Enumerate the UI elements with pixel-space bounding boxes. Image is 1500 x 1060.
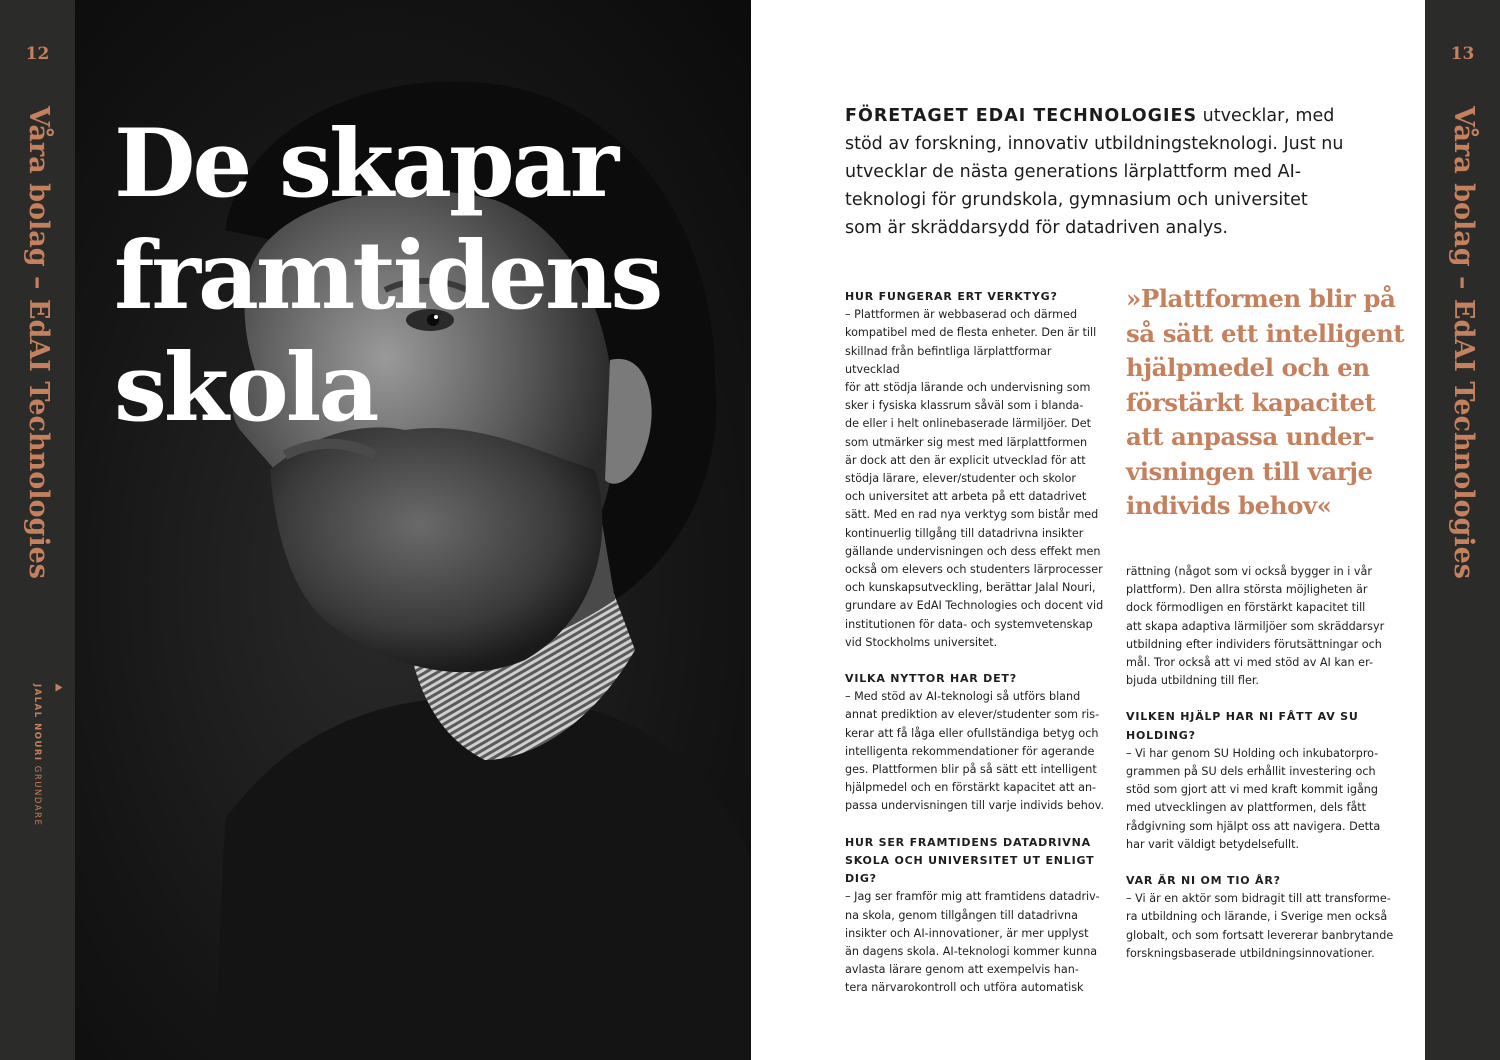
page-number-left: 12: [25, 44, 50, 64]
answer-line: bjuda utbildning till fler.: [1126, 674, 1259, 688]
intro-lead: FÖRETAGET EDAI TECHNOLOGIES: [845, 106, 1198, 126]
answer-line: plattform). Den allra största möjligheten är: [1126, 583, 1368, 597]
answer-line: och universitet att arbeta på ett datadrivet: [845, 490, 1087, 504]
answer-line: globalt, och som fortsatt levererar banbrytande: [1126, 928, 1394, 942]
answer-line: dock förmodligen en förstärkt kapacitet till: [1126, 601, 1366, 615]
answer-line: sätt. Med en rad nya verktyg som bistår med: [845, 508, 1099, 522]
answer-line: stödja lärare, elever/studenter och skolor: [845, 472, 1076, 486]
intro-paragraph: [845, 102, 1345, 242]
answer-line: kontinuerlig tillgång till datadrivna insikter: [845, 526, 1084, 540]
pull-quote-line: så sätt ett intelligent: [1126, 318, 1405, 348]
answer-line: att skapa adaptiva lärmiljöer som skräddarsyr: [1126, 619, 1385, 633]
pull-quote-line: hjälpmedel och en: [1126, 353, 1370, 382]
headline-line-2: framtidens: [114, 221, 661, 331]
pull-quote: [1126, 282, 1406, 524]
headline-line-1: De skapar: [114, 109, 617, 219]
interview-question: VILKEN HJÄLP HAR NI FÅTT AV SU HOLDING?: [1126, 710, 1359, 742]
paragraph-gap: [1126, 690, 1398, 708]
answer-line: insikter och AI-innovationer, är mer upplyst: [845, 926, 1089, 940]
paragraph-gap: [845, 652, 1107, 670]
article-column-2: [1126, 563, 1398, 963]
answer-line: intelligenta rekommendationer för agerande: [845, 744, 1095, 758]
answer-line: vid Stockholms universitet.: [845, 635, 998, 649]
answer-line: utbildning efter individers förutsättningar och: [1126, 637, 1382, 651]
answer-line: sker i fysiska klassrum såväl som i blanda-: [845, 399, 1084, 413]
answer-line: forskningsbaserade utbildningsinnovationer.: [1126, 946, 1375, 960]
interview-question: VAR ÄR NI OM TIO ÅR?: [1126, 874, 1281, 888]
answer-line: – Jag ser framför mig att framtidens datadriv-: [845, 890, 1100, 904]
intro-body: utvecklar, med stöd av forskning, innovativ utbildningsteknologi. Just nu utvecklar de nästa generations lärplattform med AI-teknologi för grundskola, gymnasium och universitet som är skräddarsydd för datadriven analys.: [845, 106, 1344, 238]
answer-line: gällande undervisningen och dess effekt men: [845, 544, 1101, 558]
answer-line: ges. Plattformen blir på så sätt ett intelligent: [845, 763, 1097, 777]
answer-line: – Med stöd av AI-teknologi så utförs bland: [845, 690, 1081, 704]
answer-line: rättning (något som vi också bygger in i vår: [1126, 565, 1372, 578]
answer-line: na skola, genom tillgången till datadrivna: [845, 908, 1078, 922]
pull-quote-line: »Plattformen blir på: [1126, 284, 1396, 313]
pull-quote-line: förstärkt kapacitet: [1126, 387, 1376, 417]
answer-line: för att stödja lärande och undervisning som: [845, 381, 1091, 395]
answer-line: som utmärker sig mest med lärplattformen: [845, 435, 1088, 449]
answer-line: med utvecklingen av plattformen, dels fått: [1126, 801, 1367, 815]
answer-line: kompatibel med de flesta enheter. Den är till: [845, 326, 1097, 340]
vertical-section-title-right: Våra bolag – EdAI Technologies: [1448, 106, 1479, 580]
answer-line: rådgivning som hjälpt oss att navigera. Detta: [1126, 819, 1381, 833]
pull-quote-line: visningen till varje: [1126, 456, 1373, 486]
answer-line: grundare av EdAI Technologies och docent vid: [845, 599, 1104, 613]
answer-line: stöd som gjort att vi med kraft kommit igång: [1126, 783, 1378, 797]
answer-line: annat prediktion av elever/studenter som ris-: [845, 708, 1100, 722]
answer-line: har varit väldigt betydelsefullt.: [1126, 837, 1300, 851]
answer-line: institutionen för data- och systemvetenskap: [845, 617, 1093, 631]
headline: [114, 108, 734, 444]
answer-line: – Plattformen är webbaserad och därmed: [845, 308, 1078, 322]
answer-line: tera närvarokontroll och utföra automatisk: [845, 981, 1084, 995]
answer-line: avlasta lärare genom att exempelvis han-: [845, 963, 1079, 977]
photo-caption: [30, 684, 44, 884]
caption-name: JALAL NOURI: [32, 684, 42, 762]
answer-line: passa undervisningen till varje individs behov.: [845, 799, 1105, 813]
answer-line: hjälpmedel och en förstärkt kapacitet att an-: [845, 781, 1097, 795]
answer-line: – Vi är en aktör som bidragit till att transforme-: [1126, 892, 1391, 906]
article-column-1: [845, 288, 1107, 998]
headline-line-3: skola: [114, 333, 377, 443]
pull-quote-line: individs behov«: [1126, 491, 1332, 520]
answer-line: ra utbildning och lärande, i Sverige men också: [1126, 910, 1388, 924]
interview-question: VILKA NYTTOR HAR DET?: [845, 672, 1017, 686]
vertical-section-title-left: Våra bolag – EdAI Technologies: [23, 106, 54, 580]
answer-line: är dock att den är explicit utvecklad för att: [845, 453, 1086, 467]
answer-line: kerar att få låga eller ofullständiga betyg och: [845, 726, 1099, 740]
answer-line: grammen på SU dels erhållit investering och: [1126, 765, 1376, 779]
paragraph-gap: [845, 816, 1107, 834]
answer-line: skillnad från befintliga lärplattformar utvecklad: [845, 344, 1052, 376]
answer-line: också om elevers och studenters lärprocesser: [845, 563, 1103, 577]
answer-line: och kunskapsutveckling, berättar Jalal Nouri,: [845, 581, 1096, 595]
pull-quote-line: att anpassa under-: [1126, 422, 1375, 451]
answer-line: de eller i helt onlinebaserade lärmiljöer. Det: [845, 417, 1092, 431]
caption-role: GRUNDARE: [32, 765, 42, 827]
answer-line: – Vi har genom SU Holding och inkubatorpro-: [1126, 746, 1379, 760]
caption-arrow-icon: [56, 684, 63, 692]
page-number-right: 13: [1450, 44, 1475, 64]
answer-line: mål. Tror också att vi med stöd av AI kan er-: [1126, 656, 1373, 670]
interview-question: HUR SER FRAMTIDENS DATADRIVNA SKOLA OCH UNIVERSITET UT ENLIGT DIG?: [845, 835, 1095, 886]
interview-question: HUR FUNGERAR ERT VERKTYG?: [845, 290, 1058, 303]
answer-line: än dagens skola. AI-teknologi kommer kunna: [845, 944, 1098, 958]
paragraph-gap: [1126, 854, 1398, 872]
